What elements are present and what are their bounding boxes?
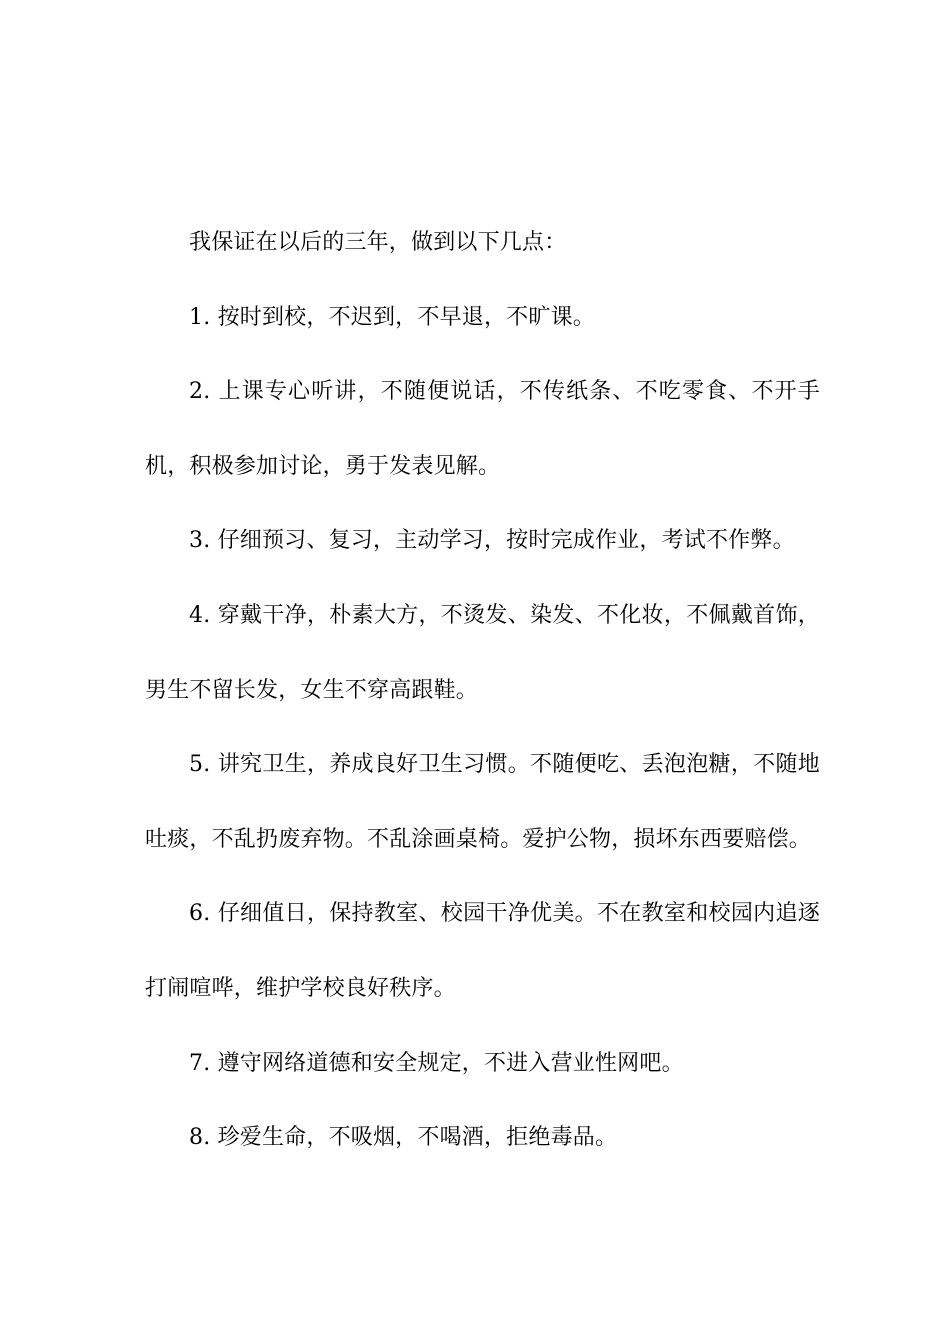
pledge-item-4: 4. 穿戴干净，朴素大方，不烫发、染发、不化妆，不佩戴首饰，男生不留长发，女生不穿高跟鞋。 [145, 602, 820, 703]
document-body [145, 206, 820, 1176]
pledge-item-3: 3. 仔细预习、复习，主动学习，按时完成作业，考试不作弊。 [189, 528, 795, 554]
pledge-item-2: 2. 上课专心听讲，不随便说话，不传纸条、不吃零食、不开手机，积极参加讨论，勇于发表见解。 [145, 379, 820, 479]
pledge-item-5: 5. 讲究卫生，养成良好卫生习惯。不随便吃、丢泡泡糖，不随地吐痰，不乱扔废弃物。不乱涂画桌椅。爱护公物，损坏东西要赔偿。 [145, 752, 820, 852]
intro-paragraph: 我保证在以后的三年，做到以下几点： [189, 230, 567, 255]
pledge-item-6: 6. 仔细值日，保持教室、校园干净优美。不在教室和校园内追逐打闹喧哗，维护学校良好秩序。 [145, 901, 820, 1001]
pledge-item-1: 1. 按时到校，不迟到，不早退，不旷课。 [189, 304, 595, 330]
pledge-item-8: 8. 珍爱生命，不吸烟，不喝酒，拒绝毒品。 [189, 1125, 618, 1151]
pledge-item-7: 7. 遵守网络道德和安全规定，不进入营业性网吧。 [189, 1050, 684, 1076]
